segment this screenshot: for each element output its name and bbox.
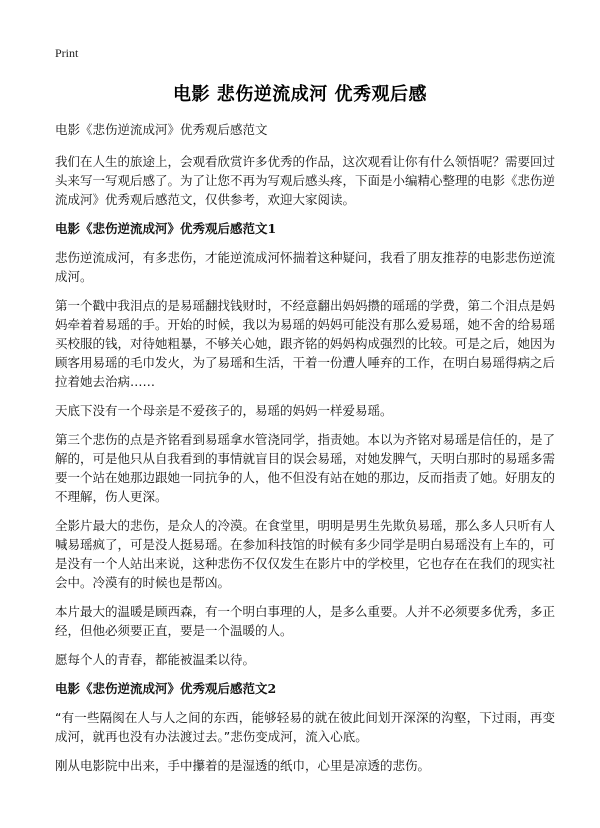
paragraph: 愿每个人的青春，都能被温柔以待。 <box>55 652 256 667</box>
paragraph: 刚从电影院中出来，手中攥着的是湿透的纸巾，心里是凉透的悲伤。 <box>55 758 431 773</box>
paragraph: “有一些隔阂在人与人之间的东西，能够轻易的就在彼此间划开深深的沟壑，下过雨，再变成河，就再也没有办法渡过去。”悲伤变成河，流入心底。 <box>55 710 555 744</box>
page-title: 电影 悲伤逆流成河 优秀观后感 <box>172 84 428 105</box>
paragraph: 第一个戳中我泪点的是易瑶翻找钱财时，不经意翻出妈妈攒的瑶瑶的学费，第二个泪点是妈妈牵着着易瑶的手。开始的时候，我以为易瑶的妈妈可能没有那么爱易瑶，她不舍的给易瑶买校服的钱，对待她粗暴，不够关心她，跟齐铭的妈妈构成强烈的比较。可是之后，她因为顾客用易瑶的毛巾发火，为了易瑶和生活，干着一份遭人唾弃的工作，在明白易瑶得病之后拉着她去治病…… <box>55 298 556 389</box>
intro-paragraph: 我们在人生的旅途上，会观看欣赏许多优秀的作品，这次观看让你有什么领悟呢？需要回过头来写一写观后感了。为了让您不再为写观后感头疼，下面是小编精心整理的电影《悲伤逆流成河》优秀观后感范文，仅供参考，欢迎大家阅读。 <box>55 154 556 207</box>
section-heading-1: 电影《悲伤逆流成河》优秀观后感范文1 <box>55 221 277 236</box>
article-body <box>55 120 555 785</box>
paragraph: 第三个悲伤的点是齐铭看到易瑶拿水管浇同学，指责她。本以为齐铭对易瑶是信任的，是了解的，可是他只从自我看到的事情就盲目的误会易瑶，对她发脾气，天明白那时的易瑶多需要一个站在她那边跟她一同抗争的人，他不但没有站在她的那边，反而指责了她。好朋友的不理解，伤人更深。 <box>55 432 556 504</box>
paragraph: 悲伤逆流成河，有多悲伤，才能逆流成河怀揣着这种疑问，我看了朋友推荐的电影悲伤逆流成河。 <box>55 250 556 284</box>
paragraph: 本片最大的温暖是顾西森，有一个明白事理的人，是多么重要。人并不必须要多优秀，多正经，但他必须要正直，要是一个温暖的人。 <box>55 604 556 638</box>
article-subtitle: 电影《悲伤逆流成河》优秀观后感范文 <box>55 122 268 137</box>
section-heading-2: 电影《悲伤逆流成河》优秀观后感范文2 <box>55 681 277 696</box>
print-link[interactable]: Print <box>55 46 79 60</box>
paragraph: 天底下没有一个母亲是不爱孩子的，易瑶的妈妈一样爱易瑶。 <box>55 403 393 418</box>
paragraph: 全影片最大的悲伤，是众人的冷漠。在食堂里，明明是男生先欺负易瑶，那么多人只听有人喊易瑶疯了，可是没人挺易瑶。在参加科技馆的时候有多少同学是明白易瑶没有上车的，可是没有一个人站出来说，这种悲伤不仅仅发生在影片中的学校里，它也存在在我们的现实社会中。冷漠有的时候也是帮凶。 <box>55 518 556 590</box>
